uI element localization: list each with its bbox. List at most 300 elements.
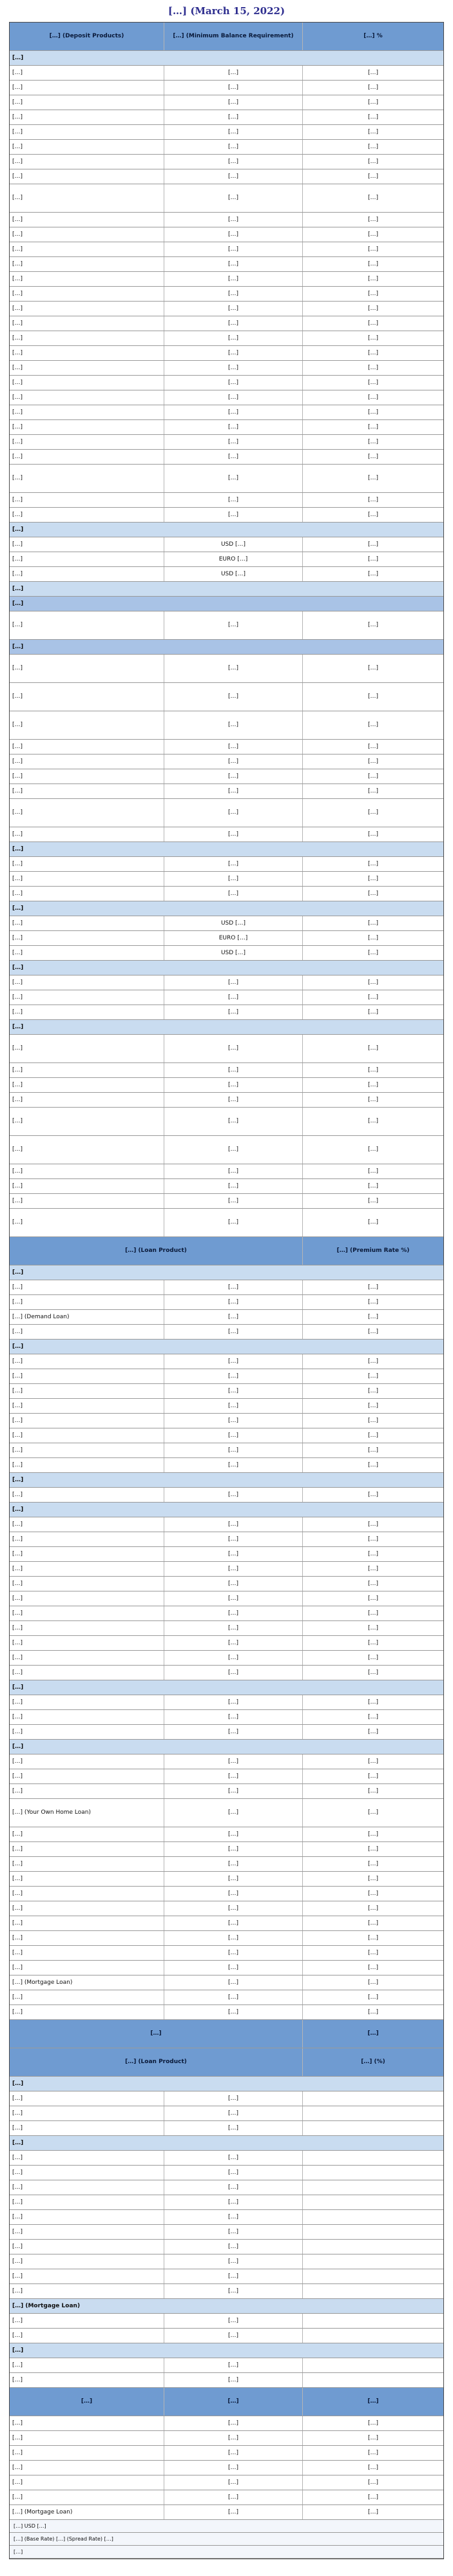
row-label: […] [10,331,164,345]
row-label: […] [10,990,164,1004]
loan-row [10,1532,443,1547]
row-value: […] [164,346,303,360]
row-value: […] [164,1975,303,1990]
row-rate: […] [367,1654,379,1661]
row-rate: […] [367,2434,379,2441]
section-label: […] [12,1684,24,1691]
row-label: […] [10,2490,164,2504]
row-value: […] [164,1961,303,1975]
row-label: […] [10,2195,164,2209]
row-label: […] [10,1636,164,1650]
row-rate: […] [367,949,379,956]
row-value: […] [164,755,303,769]
row-value: […] [164,1577,303,1591]
row-value: […] [164,390,303,405]
row-value: […] [164,435,303,449]
deposit-row [10,272,443,287]
deposit-row [10,1093,443,1108]
section-label: […] [12,1269,24,1276]
row-rate: […] [367,364,379,371]
row-value: […] [164,1078,303,1092]
row-value: […] [164,169,303,184]
row-rate: […] [367,438,379,445]
header-cell: […] [367,2398,379,2405]
row-rate: […] [367,409,379,416]
loan-row [10,1369,443,1384]
loan-row [10,1784,443,1799]
deposit-row [10,887,443,901]
row-label: […] [10,2180,164,2195]
row-label: […] [10,140,164,154]
row-value: […] [164,2461,303,2475]
row-label: […] [10,493,164,507]
section-label: […] [12,1743,24,1750]
deposit-row [10,961,443,976]
row-value: […] [164,257,303,271]
row-value: […] [164,990,303,1004]
row-value: […] [164,1651,303,1665]
fixed-row [10,2284,443,2299]
deposit-row [10,1078,443,1093]
loan-row [10,1606,443,1621]
fixed-row [10,2121,443,2136]
row-label: […] [10,916,164,930]
row-rate: […] [367,1845,379,1852]
row-label: […] [10,1517,164,1532]
loan-row [10,1621,443,1636]
deposit-row [10,1209,443,1237]
row-label: […] [10,1369,164,1383]
footnote: […] (Base Rate) […] (Spread Rate) […] [10,2533,443,2546]
header-cell: […] (Deposit Products) [10,23,164,50]
fixed2-header-row [10,2388,443,2416]
row-rate: […] [367,934,379,941]
row-rate: […] [367,1669,379,1676]
row-rate: […] [367,1713,379,1720]
page-header [0,0,453,22]
row-label: […] [10,1005,164,1019]
row-rate [303,2329,443,2343]
loan-row [10,1695,443,1710]
row-label: […] [10,125,164,139]
row-value: […] [164,1005,303,1019]
row-label: […] [10,872,164,886]
fixed2-row [10,2475,443,2490]
row-label: […] [10,1209,164,1236]
row-value: […] [164,81,303,95]
row-rate: […] [367,994,379,1001]
row-label: […] [10,2005,164,2019]
row-label: […] [10,567,164,581]
row-label: […] [10,420,164,434]
row-rate [303,2151,443,2165]
row-rate: […] [367,69,379,76]
row-value: […] [164,272,303,286]
row-value: […] [164,420,303,434]
deposit-row [10,390,443,405]
row-value: […] [164,2505,303,2519]
row-value: […] [164,508,303,522]
row-rate: […] [367,1461,379,1468]
row-rate: […] [367,1949,379,1956]
row-label: […] [10,2254,164,2269]
fixed-row [10,2373,443,2388]
row-label: […] [10,2358,164,2372]
row-label: […] [10,755,164,769]
fixed-row [10,2195,443,2210]
loan-row [10,1310,443,1325]
row-label: […] [10,1164,164,1178]
row-label: […] (Your Own Home Loan) [10,1799,164,1827]
row-rate: […] [367,379,379,386]
row-rate [303,2180,443,2195]
deposit-row [10,552,443,567]
deposit-row [10,740,443,755]
row-label: […] [10,1754,164,1769]
row-value: […] [164,1488,303,1502]
deposit-row [10,946,443,961]
row-value: […] [164,1532,303,1546]
row-rate: […] [367,423,379,430]
row-label: […] [10,1725,164,1739]
row-value: […] [164,2166,303,2180]
row-rate: […] [367,158,379,165]
row-rate [303,2195,443,2209]
row-value: […] [164,2254,303,2269]
row-label: […] [10,2151,164,2165]
deposit-row [10,1179,443,1194]
loan-row [10,1517,443,1532]
row-rate: […] [367,305,379,312]
row-rate: […] [367,1890,379,1897]
row-value: […] [164,2225,303,2239]
row-value: […] [164,2358,303,2372]
row-value: […] [164,1325,303,1339]
row-value: […] [164,1384,303,1398]
deposit-row [10,66,443,81]
row-rate: […] [367,275,379,282]
row-value: […] [164,2121,303,2135]
row-rate: […] [367,2494,379,2501]
row-label: […] [10,2446,164,2460]
section-label: […] [12,643,24,650]
loan-row [10,1857,443,1872]
row-label: […] [10,1961,164,1975]
row-rate: […] [367,1535,379,1543]
row-value: […] [164,1295,303,1309]
row-value: USD […] [164,946,303,960]
fixed2-row [10,2461,443,2475]
row-rate: […] [367,1491,379,1498]
row-value: […] [164,1414,303,1428]
deposit-row [10,51,443,66]
row-label: […] [10,1562,164,1576]
row-rate: […] [367,1875,379,1882]
row-value: […] [164,465,303,492]
section-label: […] (Mortgage Loan) [12,2302,81,2309]
row-label: […] [10,1488,164,1502]
row-value: […] [164,1666,303,1680]
loan-row [10,1842,443,1857]
deposit-header-row [10,23,443,51]
loan-header-row [10,1237,443,1265]
row-label: […] [10,1532,164,1546]
row-value: […] [164,1369,303,1383]
header-cell: […] (Minimum Balance Requirement) [164,23,303,50]
row-rate: […] [367,541,379,548]
row-value: […] [164,1887,303,1901]
row-label: […] [10,537,164,552]
fixed-row [10,2136,443,2151]
section-label: […] [12,2139,24,2146]
row-label: […] [10,931,164,945]
row-label: […] [10,2269,164,2283]
header-cell: […] % [363,33,383,39]
row-label: […] [10,1458,164,1472]
row-label: […] [10,1931,164,1945]
row-value: […] [164,2180,303,2195]
row-rate: […] [367,173,379,180]
deposit-row [10,1194,443,1209]
row-label: […] [10,857,164,871]
loan-row [10,1562,443,1577]
row-value: […] [164,2446,303,2460]
row-rate: […] [367,349,379,356]
row-value: […] [164,1916,303,1930]
row-label: […] [10,1428,164,1443]
loan-row [10,1473,443,1488]
row-label: […] [10,110,164,124]
row-value: […] [164,1872,303,1886]
row-value: […] [164,2431,303,2445]
row-rate [303,2254,443,2269]
deposit-row [10,976,443,990]
row-value: […] [164,1443,303,1457]
row-rate: […] [367,1580,379,1587]
row-label: […] [10,1916,164,1930]
deposit-row [10,640,443,655]
row-rate: […] [367,511,379,518]
row-rate: […] [367,128,379,135]
row-value: […] [164,1769,303,1783]
row-value: […] [164,1517,303,1532]
row-label: […] [10,976,164,990]
row-rate: […] [367,1565,379,1572]
row-value: […] [164,302,303,316]
row-value: […] [164,2416,303,2430]
section-label: […] [12,905,24,912]
deposit-row [10,597,443,611]
deposit-row [10,857,443,872]
row-rate: […] [367,1081,379,1088]
deposit-row [10,493,443,508]
section-label: […] [12,845,24,852]
row-value: […] [164,872,303,886]
row-label: […] [10,827,164,841]
deposit-row [10,842,443,857]
row-rate: […] [367,831,379,838]
loan-row [10,1827,443,1842]
row-rate: […] [367,758,379,765]
row-rate: […] [367,2479,379,2486]
row-label: […] [10,155,164,169]
row-rate: […] [367,1919,379,1927]
row-rate: […] [367,809,379,816]
deposit-row [10,287,443,302]
loan-row [10,1458,443,1473]
deposit-row [10,1005,443,1020]
row-value: […] [164,827,303,841]
row-label: […] [10,1194,164,1208]
row-value: […] [164,1710,303,1724]
deposit-row [10,784,443,799]
loan-row [10,1340,443,1354]
row-rate: […] [367,1298,379,1305]
row-value: […] [164,1931,303,1945]
row-value: […] [164,2329,303,2343]
row-rate [303,2358,443,2372]
row-label: […] [10,361,164,375]
row-rate [303,2106,443,2120]
deposit-row [10,450,443,465]
row-label: […] [10,465,164,492]
row-rate: […] [367,1550,379,1557]
row-label: […] [10,2475,164,2490]
row-rate [303,2121,443,2135]
section-label: […] [12,585,24,592]
deposit-row [10,257,443,272]
row-rate: […] [367,475,379,481]
deposit-row [10,155,443,169]
loan-row [10,1384,443,1399]
deposit-row [10,931,443,946]
row-rate: […] [367,1283,379,1291]
row-value: […] [164,2284,303,2298]
row-value: […] [164,799,303,827]
row-value: […] [164,1857,303,1871]
fixed-header-row [10,2020,443,2048]
section-label: […] [12,2347,24,2354]
row-label: […] [10,1666,164,1680]
row-rate: […] [367,1417,379,1424]
loan-row [10,1916,443,1931]
row-rate: […] [367,320,379,327]
loan-row [10,1680,443,1695]
row-rate: […] [367,1979,379,1986]
row-value: […] [164,1310,303,1324]
deposit-row [10,872,443,887]
section-label: […] [12,1476,24,1483]
row-rate: […] [367,743,379,750]
row-value: […] [164,1035,303,1062]
row-label: […] [10,81,164,95]
page-title: […] (March 15, 2022) [168,5,285,17]
deposit-row [10,1035,443,1063]
row-value: […] [164,316,303,331]
row-label: […] [10,1901,164,1916]
loan-row [10,1651,443,1666]
row-value: […] [164,1946,303,1960]
row-rate: […] [367,1905,379,1912]
fixed-row [10,2299,443,2314]
row-rate [303,2225,443,2239]
row-value: […] [164,1194,303,1208]
deposit-row [10,346,443,361]
row-value: […] [164,1164,303,1178]
row-label: […] [10,1710,164,1724]
deposit-row [10,242,443,257]
loan-row [10,1399,443,1414]
row-label: […] [10,169,164,184]
row-value: […] [164,1754,303,1769]
deposit-row [10,110,443,125]
row-rate [303,2210,443,2224]
row-label: […] [10,272,164,286]
section-label: […] [12,526,24,533]
row-rate: […] [367,787,379,794]
fixed2-row [10,2416,443,2431]
row-rate: […] [367,290,379,297]
loan-row [10,1961,443,1975]
row-value: […] [164,1990,303,2004]
row-value: […] [164,655,303,682]
deposit-row [10,567,443,582]
row-rate: […] [367,216,379,223]
row-value: […] [164,450,303,464]
row-label: […] [10,316,164,331]
row-label: […] [10,1295,164,1309]
row-rate: […] [367,334,379,341]
row-rate: […] [367,1773,379,1780]
fixed2-row [10,2505,443,2520]
row-label: […] [10,655,164,682]
row-value: […] [164,1280,303,1294]
fixed-row [10,2329,443,2343]
fixed-row [10,2254,443,2269]
row-value: EURO […] [164,552,303,566]
fixed2-row [10,2431,443,2446]
row-value: […] [164,376,303,390]
deposit-row [10,1063,443,1078]
row-label: […] [10,450,164,464]
deposit-row [10,376,443,390]
deposit-row [10,1164,443,1179]
row-label: […] [10,784,164,798]
row-label: […] [10,1946,164,1960]
row-rate: […] [367,1624,379,1631]
row-value: […] [164,1621,303,1635]
row-label: […] [10,1990,164,2004]
row-rate: […] [367,1328,379,1335]
fixed2-row [10,2446,443,2461]
row-label: […] [10,1035,164,1062]
row-rate [303,2091,443,2106]
row-value: […] [164,1827,303,1841]
row-value: […] [164,331,303,345]
row-rate: […] [367,2449,379,2456]
row-label: […] [10,1443,164,1457]
deposit-row [10,435,443,450]
row-label: […] [10,95,164,110]
loan-row [10,1666,443,1680]
row-rate [303,2373,443,2387]
row-value: […] [164,1093,303,1107]
deposit-row [10,611,443,640]
row-rate: […] [367,394,379,401]
row-rate: […] [367,453,379,460]
row-rate [303,2166,443,2180]
row-label: […] [10,1547,164,1561]
